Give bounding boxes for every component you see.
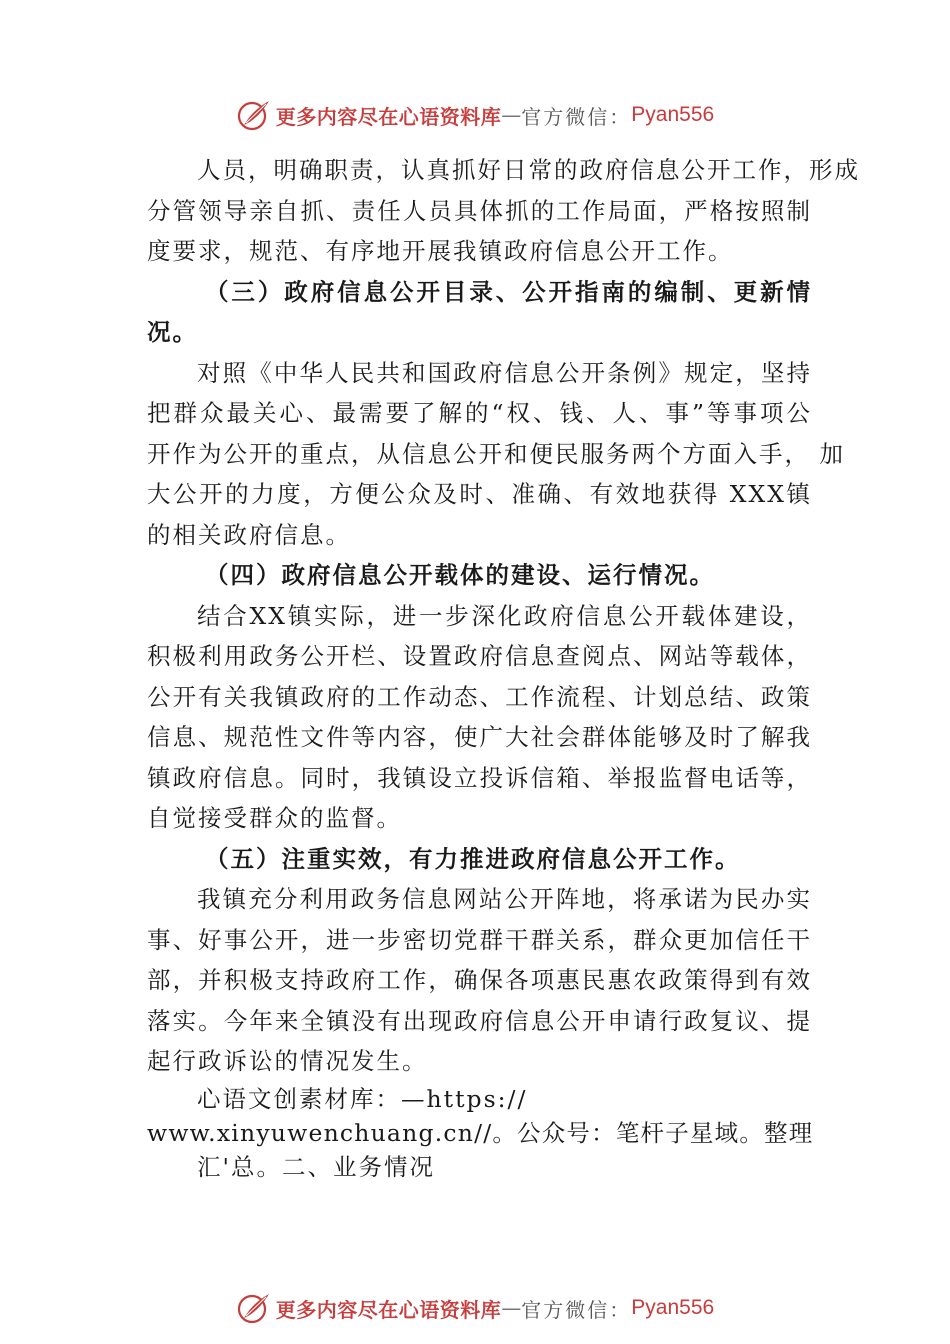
banner-site-text: 更多内容尽在心语资料库: [275, 1297, 502, 1322]
banner-wechat-id: Pyan556: [631, 103, 715, 126]
footer-line-3: 汇'总。二、业务情况: [197, 1153, 435, 1181]
text-line: 自觉接受群众的监督。: [147, 804, 402, 832]
text-line: 开作为公开的重点，从信息公开和便民服务两个方面入手， 加: [147, 439, 845, 468]
text-line: （五）注重实效，有力推进政府信息公开工作。: [205, 844, 741, 873]
banner-dash: —: [501, 103, 522, 127]
footer-line-2: www.xinyuwenchuang.cn//。公众号：笔杆子星域。整理: [147, 1119, 814, 1147]
text-line: 况。: [147, 318, 198, 346]
text-line: 结合XX镇实际，进一步深化政府信息公开载体建设，: [197, 601, 812, 630]
body-paragraph: [147, 879, 812, 1082]
text-line: 事、好事公开，进一步密切党群干群关系，群众更加信任干: [147, 925, 812, 954]
text-line: 人员，明确职责，认真抓好日常的政府信息公开工作，形成: [197, 156, 860, 184]
body-paragraph: [147, 596, 812, 839]
text-line: 积极利用政务公开栏、设置政府信息查阅点、网站等载体，: [147, 642, 812, 670]
text-line: 起行政诉讼的情况发生。: [147, 1047, 428, 1075]
section-heading: [147, 272, 812, 353]
text-line: （三）政府信息公开目录、公开指南的编制、更新情: [205, 277, 812, 306]
body-paragraph: [147, 353, 845, 556]
text-line: （四）政府信息公开载体的建设、运行情况。: [205, 561, 715, 589]
text-line: 我镇充分利用政务信息网站公开阵地，将承诺为民办实: [197, 885, 812, 913]
section-heading: [147, 839, 812, 880]
text-line: 分管领导亲自抓、责任人员具体抓的工作局面，严格按照制: [147, 196, 812, 225]
banner-dash: —: [501, 1296, 522, 1320]
banner-wechat-id: Pyan556: [631, 1296, 715, 1319]
banner-wechat-label: 官方微信：: [521, 104, 632, 129]
document-body: [147, 150, 860, 1082]
text-line: 把群众最关心、最需要了解的“权、钱、人、事”等事项公: [147, 399, 812, 427]
body-paragraph: [147, 150, 860, 272]
text-line: 对照《中华人民共和国政府信息公开条例》规定，坚持: [197, 358, 812, 387]
footer-line-1: 心语文创素材库：—https://: [197, 1085, 528, 1113]
text-line: 公开有关我镇政府的工作动态、工作流程、计划总结、政策: [147, 682, 812, 711]
text-line: 部，并积极支持政府工作，确保各项惠民惠农政策得到有效: [147, 966, 812, 994]
text-line: 信息、规范性文件等内容，使广大社会群体能够及时了解我: [147, 723, 812, 751]
header-banner: [0, 95, 950, 135]
text-line: 镇政府信息。同时，我镇设立投诉信箱、举报监督电话等，: [147, 763, 812, 792]
text-line: 度要求，规范、有序地开展我镇政府信息公开工作。: [147, 237, 734, 265]
text-line: 的相关政府信息。: [147, 520, 351, 549]
footer-banner: [0, 1288, 950, 1328]
section-heading: [147, 555, 812, 596]
banner-site-text: 更多内容尽在心语资料库: [275, 104, 502, 129]
quill-logo-icon: [236, 97, 272, 133]
text-line: 大公开的力度，方便公众及时、准确、有效地获得 XXX镇: [147, 480, 812, 508]
banner-wechat-label: 官方微信：: [521, 1297, 632, 1322]
footer-note: [147, 1082, 837, 1184]
text-line: 落实。今年来全镇没有出现政府信息公开申请行政复议、提: [147, 1006, 812, 1035]
quill-logo-icon: [236, 1290, 272, 1326]
